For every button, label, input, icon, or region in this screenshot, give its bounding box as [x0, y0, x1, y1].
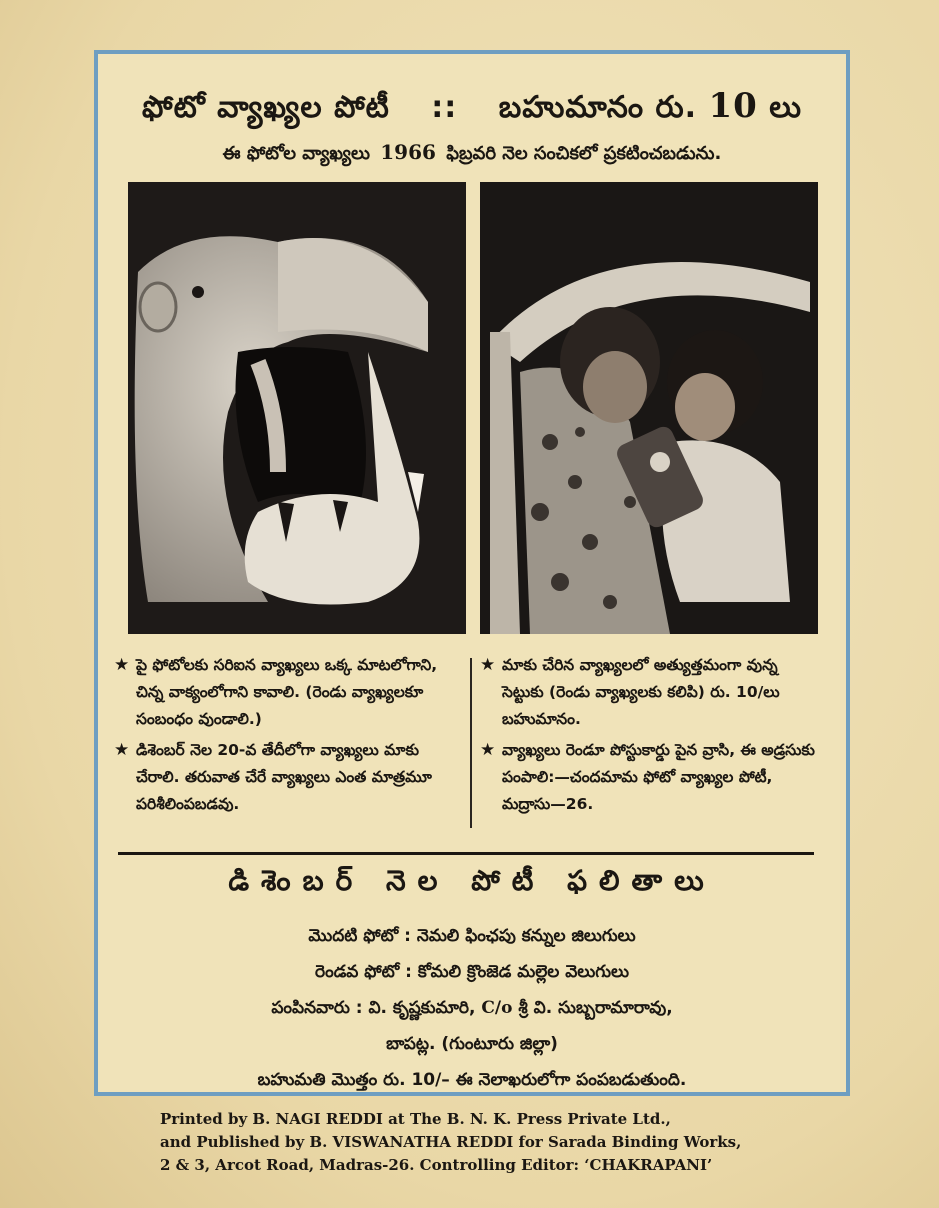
- printer-imprint: [160, 1108, 860, 1177]
- section-divider: [118, 852, 814, 855]
- result-prize-note: బహుమతి మొత్తం రు. 10/– ఈ నెలాఖరులోగా పంపబడుతుంది.: [257, 1070, 687, 1090]
- result-second-photo: రెండవ ఫోటో : కోమలి క్రొంజెడ మల్లెల వెలుగులు: [315, 962, 629, 982]
- star-icon: ★: [114, 655, 130, 675]
- rules-left-column: [114, 652, 454, 822]
- star-icon: ★: [114, 740, 130, 760]
- subtitle-post: ఫిబ్రవరి నెల సంచికలో ప్రకటించబడును.: [446, 143, 722, 164]
- contest-frame: [94, 50, 850, 1096]
- result-sender: [98, 990, 846, 1026]
- result-sender-address: బాపట్ల. (గుంటూరు జిల్లా): [386, 1034, 558, 1054]
- subtitle-year: 1966: [380, 140, 436, 164]
- imprint-line: and Published by B. VISWANATHA REDDI for Sarada Binding Works,: [160, 1133, 742, 1151]
- rule-item: [114, 652, 454, 733]
- subtitle-pre: ఈ ఫోటోల వ్యాఖ్యలు: [222, 143, 370, 164]
- contest-title-row: [98, 86, 846, 132]
- december-results: [98, 864, 846, 1098]
- star-icon: ★: [480, 740, 496, 760]
- rule-text: వ్యాఖ్యలు రెండూ పోస్టుకార్డు పైన వ్రాసి, ఈ అడ్రసుకు పంపాలి:—చందమామ ఫోటో వ్యాఖ్యల పోటీ, మద్రాసు—26.: [502, 741, 815, 813]
- rule-text: మాకు చేరిన వ్యాఖ్యలలో అత్యుత్తమంగా వున్న సెట్టుకు (రెండు వ్యాఖ్యలకు కలిపి) రు. 10/లు బహుమానం.: [502, 656, 780, 728]
- title-separator: ::: [431, 90, 458, 125]
- sender-care-of: C/o: [481, 998, 513, 1018]
- rules-right-column: [480, 652, 820, 822]
- contest-title: ఫోటో వ్యాఖ్యల పోటీ: [142, 90, 390, 125]
- imprint-line: Printed by B. NAGI REDDI at The B. N. K. Press Private Ltd.,: [160, 1110, 671, 1128]
- sender-guardian: శ్రీ వి. సుబ్బరామారావు,: [518, 998, 673, 1018]
- photo-children: [480, 182, 818, 634]
- rule-text: డిశెంబర్ నెల 20-వ తేదీలోగా వ్యాఖ్యలు మాకు చేరాలి. తరువాత చేరే వ్యాఖ్యలు ఎంత మాత్రమూ పరిశీలింపబడవు.: [136, 741, 432, 813]
- rule-item: [114, 737, 454, 818]
- result-first-photo: మొదటి ఫోటో : నెమలి ఫింఛపు కన్నుల జిలుగులు: [308, 926, 636, 946]
- results-title: డిశెంబర్ నెల పోటీ ఫలితాలు: [228, 864, 716, 897]
- star-icon: ★: [480, 655, 496, 675]
- prize-suffix: లు: [769, 90, 802, 125]
- rule-item: [480, 652, 820, 733]
- rules-divider: [470, 658, 472, 828]
- photo-hippo: [128, 182, 466, 634]
- imprint-line: 2 & 3, Arcot Road, Madras-26. Controlling Editor: ‘CHAKRAPANI’: [160, 1156, 713, 1174]
- rule-text: పై ఫోటోలకు సరిఐన వ్యాఖ్యలు ఒక్క మాటలోగాని, చిన్న వాక్యంలోగాని కావాలి. (రెండు వ్యాఖ్యలకూ సంబంధం వుండాలి.): [136, 656, 438, 728]
- contest-subtitle: [98, 140, 846, 168]
- sender-name: పంపినవారు : వి. కృష్ణకుమారి,: [271, 998, 476, 1018]
- contest-rules: [114, 652, 830, 848]
- rule-item: [480, 737, 820, 818]
- prize-amount: 10: [708, 86, 758, 126]
- prize-text: బహుమానం రు.: [498, 90, 698, 125]
